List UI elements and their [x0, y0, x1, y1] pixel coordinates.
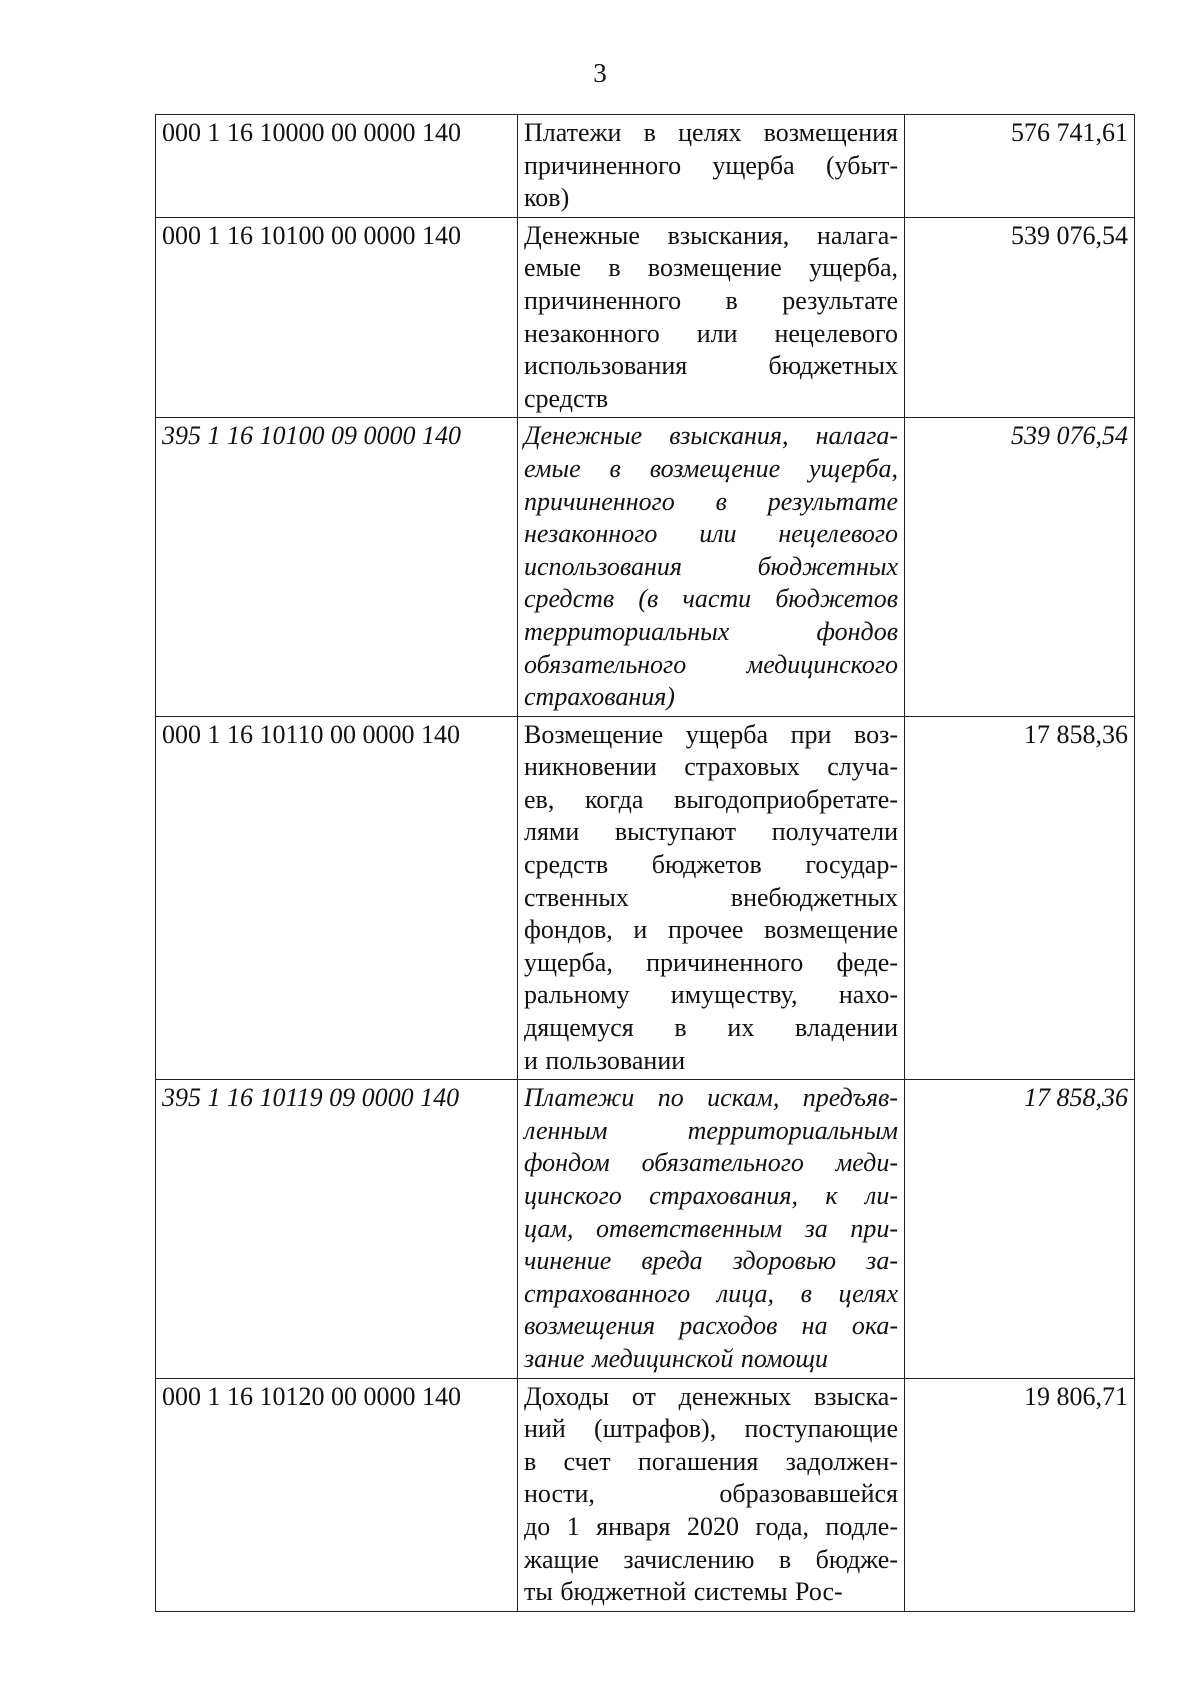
description-line: ев, когда выгодоприобретате- [524, 784, 898, 814]
budget-classification-code: 000 1 16 10110 00 0000 140 [156, 716, 518, 1080]
amount-value: 576 741,61 [905, 115, 1135, 218]
description-line: Платежи по искам, предъяв- [524, 1083, 898, 1113]
amount-value: 539 076,54 [905, 217, 1135, 418]
description-line: емые в возмещение ущерба, [524, 253, 898, 283]
description-line: средств (в части бюджетов [524, 584, 898, 614]
revenue-description [518, 1378, 905, 1611]
description-line: ний (штрафов), поступающие [524, 1414, 898, 1444]
description-line: цам, ответственным за при- [524, 1213, 898, 1243]
description-line: ков) [524, 183, 570, 213]
budget-classification-code: 395 1 16 10100 09 0000 140 [156, 418, 518, 716]
description-line: незаконного или нецелевого [524, 519, 898, 549]
description-line: лями выступают получатели [524, 817, 898, 847]
revenue-description [518, 1080, 905, 1378]
description-line: причиненного в результате [524, 486, 898, 516]
budget-classification-code: 000 1 16 10000 00 0000 140 [156, 115, 518, 218]
revenue-description [518, 217, 905, 418]
description-line: использования бюджетных [524, 551, 898, 581]
budget-classification-code: 395 1 16 10119 09 0000 140 [156, 1080, 518, 1378]
description-line: средств [524, 383, 609, 413]
description-line: до 1 января 2020 года, подле- [524, 1511, 898, 1541]
description-line: чинение вреда здоровью за- [524, 1246, 898, 1276]
table-row [156, 217, 1135, 418]
description-line: Денежные взыскания, налага- [524, 421, 898, 451]
description-line: фондом обязательного меди- [524, 1148, 898, 1178]
revenue-description [518, 115, 905, 218]
budget-classification-code: 000 1 16 10120 00 0000 140 [156, 1378, 518, 1611]
description-line: емые в возмещение ущерба, [524, 453, 898, 483]
budget-classification-code: 000 1 16 10100 00 0000 140 [156, 217, 518, 418]
amount-value: 19 806,71 [905, 1378, 1135, 1611]
page-number: 3 [593, 58, 607, 88]
description-line: никновении страховых случа- [524, 752, 898, 782]
description-line: Возмещение ущерба при воз- [524, 719, 898, 749]
revenue-description [518, 716, 905, 1080]
description-line: ности, образовавшейся [524, 1479, 898, 1509]
description-line: незаконного или нецелевого [524, 318, 898, 348]
revenue-description [518, 418, 905, 716]
description-line: и пользовании [524, 1045, 686, 1075]
description-line: Денежные взыскания, налага- [524, 220, 898, 250]
description-line: возмещения расходов на ока- [524, 1311, 898, 1341]
description-line: ущерба, причиненного феде- [524, 947, 898, 977]
table-row [156, 716, 1135, 1080]
description-line: дящемуся в их владении [524, 1013, 898, 1043]
description-line: страхованного лица, в целях [524, 1278, 898, 1308]
description-line: зание медицинской помощи [524, 1343, 829, 1373]
description-line: использования бюджетных [524, 351, 898, 381]
description-line: причиненного ущерба (убыт- [524, 150, 898, 180]
amount-value: 17 858,36 [905, 1080, 1135, 1378]
description-line: фондов, и прочее возмещение [524, 915, 898, 945]
description-line: в счет погашения задолжен- [524, 1446, 898, 1476]
description-line: ты бюджетной системы Рос- [524, 1577, 843, 1607]
description-line: причиненного в результате [524, 285, 898, 315]
budget-revenue-table [155, 114, 1135, 1612]
table-row [156, 115, 1135, 218]
table-row [156, 1378, 1135, 1611]
description-line: обязательного медицинского [524, 649, 898, 679]
description-line: цинского страхования, к ли- [524, 1181, 898, 1210]
description-line: Платежи в целях возмещения [524, 118, 898, 147]
description-line: ленным территориальным [524, 1115, 898, 1145]
description-line: ственных внебюджетных [524, 882, 898, 912]
description-line: территориальных фондов [524, 616, 898, 646]
amount-value: 17 858,36 [905, 716, 1135, 1080]
table-row [156, 1080, 1135, 1378]
description-line: средств бюджетов государ- [524, 850, 898, 880]
amount-value: 539 076,54 [905, 418, 1135, 716]
description-line: ральному имуществу, нахо- [524, 980, 898, 1010]
description-line: страхования) [524, 682, 675, 712]
description-line: Доходы от денежных взыска- [524, 1381, 898, 1411]
description-line: жащие зачислению в бюдже- [524, 1544, 898, 1574]
table-row [156, 418, 1135, 716]
table-body [156, 115, 1135, 1612]
